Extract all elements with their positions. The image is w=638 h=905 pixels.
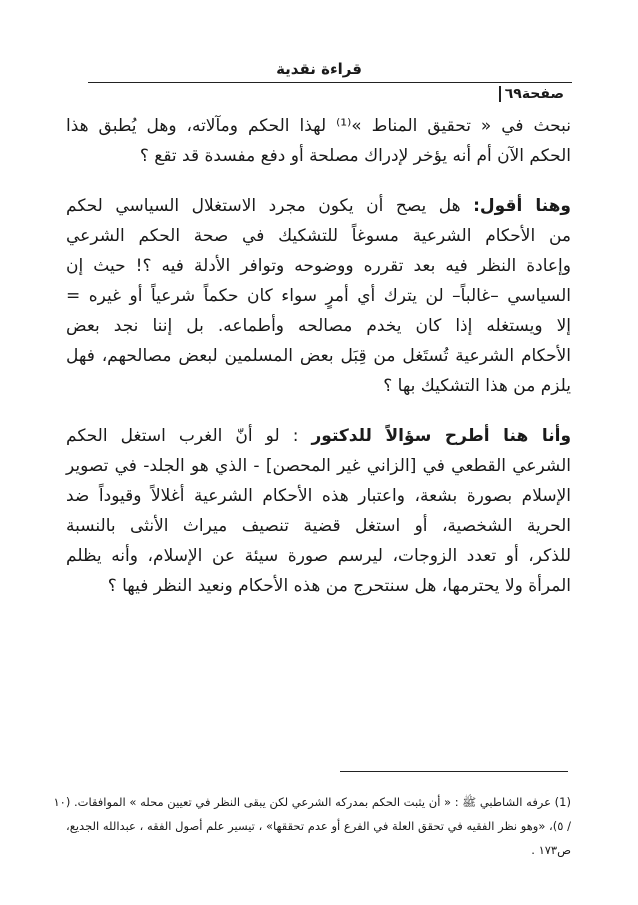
body-line: الحرية الشخصية، أو استغل قضية تنصيف ميراث الأنثى بالنسبة — [66, 516, 571, 536]
footnote-rule — [340, 771, 568, 772]
body-text — [66, 111, 571, 601]
body-line: الشرعي القطعي في [الزاني غير المحصن] - الذي هو الجلد- في تصوير — [66, 456, 571, 476]
page-number-separator — [499, 86, 501, 102]
body-line-text: هل يصح أن يكون مجرد الاستغلال السياسي لحكم — [66, 196, 474, 216]
page-number — [495, 86, 564, 102]
body-line: المرأة ولا يحترمها، هل سنتحرج من هذه الأحكام ونعيد النظر فيها ؟ — [107, 576, 571, 596]
paragraph-gap — [66, 401, 571, 421]
running-header: قراءة نقدية — [276, 60, 362, 78]
footnote-line: / ٥)، «وهو نظر الفقيه في تحقق العلة في الفرع أو عدم تحققها» ، تيسير علم أصول الفقه ، عبدالله الجديع، — [66, 819, 571, 833]
body-line — [66, 191, 571, 221]
body-line: للذكر، أو تعدد الزوجات، ليرسم صورة سيئة عن الإسلام، وأنه يظلم — [66, 546, 571, 566]
page-number-value: ٦٩ — [504, 86, 522, 102]
body-line: الإسلام بصورة بشعة، واعتبار هذه الأحكام الشرعية أغلالاً وقيوداً ضد — [66, 486, 571, 506]
body-line: من الأحكام الشرعية مسوغاً للتشكيك في صحة الحكم الشرعي — [66, 226, 571, 246]
paragraph-lead: وهنا أقول: — [473, 196, 571, 216]
body-line-text: : لو أنّ الغرب استغل الحكم — [66, 426, 312, 446]
paragraph-lead: وأنا هنا أطرح سؤالاً للدكتور — [311, 426, 572, 446]
footnote-line: (1) عرفه الشاطبي ﷺ : « أن يثبت الحكم بمدركه الشرعي لكن يبقى النظر في تعيين محله » الموافقات. (١٠ — [53, 795, 571, 809]
page-label: صفحة — [521, 86, 564, 102]
body-line — [66, 421, 571, 451]
header-rule — [88, 82, 572, 83]
body-line: يلزم من هذا التشكيك بها ؟ — [383, 376, 571, 396]
footnote-line: ص١٧٣ . — [531, 843, 571, 857]
body-line: وإعادة النظر فيه بعد تقرره ووضوحه وتوافر الأدلة فيه ؟! حيث إن — [66, 256, 571, 276]
body-line: نبحث في « تحقيق المناط »⁽¹⁾ لهذا الحكم ومآلاته، وهل يُطبق هذا — [66, 116, 571, 136]
body-line: السياسي –غالباً– لن يترك أي أمرٍ سواء كان حكماً شرعياً أو غيره = — [66, 286, 571, 306]
body-line: الحكم الآن أم أنه يؤخر لإدراك مصلحة أو دفع مفسدة قد تقع ؟ — [139, 146, 571, 166]
footnotes — [53, 790, 571, 862]
paragraph-gap — [66, 171, 571, 191]
body-line: الأحكام الشرعية تُستَغل من قِبَل بعض المسلمين لبعض مصالحهم، فهل — [66, 346, 571, 366]
body-line: إلا ويستغله إذا كان يخدم مصالحه وأطماعه. بل إننا نجد بعض — [66, 316, 571, 336]
